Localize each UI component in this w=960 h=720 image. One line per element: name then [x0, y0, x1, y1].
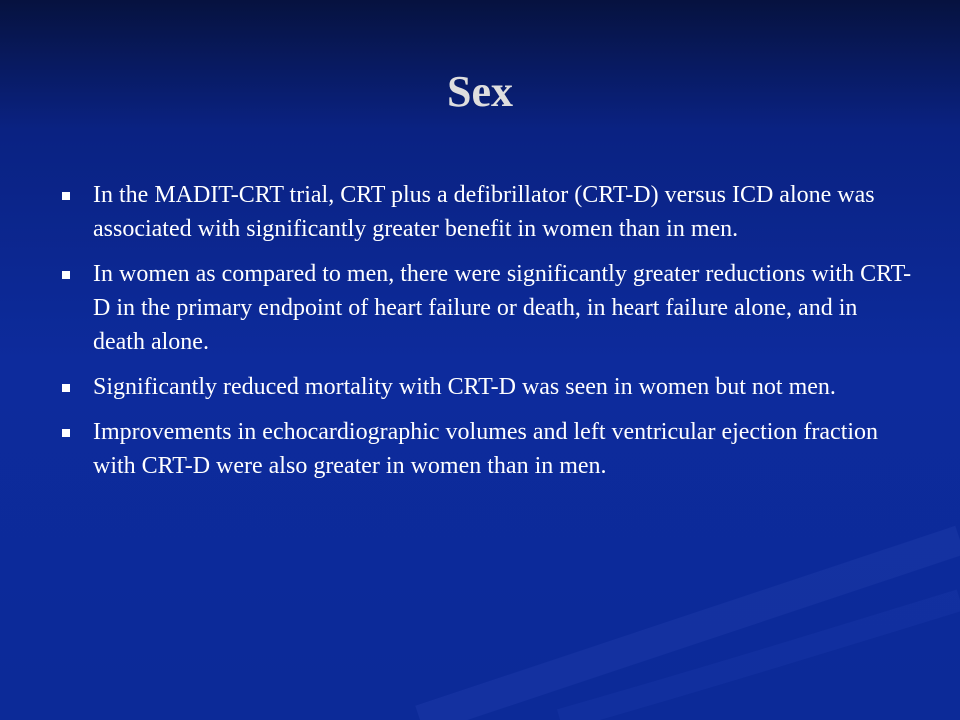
bullet-text: In women as compared to men, there were significantly greater reductions with CRT-D in the primary endpoint of heart failure or death, in heart failure alone, and in death alone.	[93, 261, 912, 355]
slide-title: Sex	[447, 67, 513, 116]
square-bullet-icon	[62, 271, 70, 279]
bullet-item	[62, 370, 914, 404]
square-bullet-icon	[62, 429, 70, 437]
bullet-item	[62, 257, 914, 359]
bullet-text: Significantly reduced mortality with CRT-D was seen in women but not men.	[93, 374, 836, 400]
bullet-text: In the MADIT-CRT trial, CRT plus a defibrillator (CRT-D) versus ICD alone was associated with significantly greater benefit in women than in men.	[93, 182, 875, 242]
bullet-text: Improvements in echocardiographic volumes and left ventricular ejection fraction with CRT-D were also greater in women than in men.	[93, 419, 879, 479]
square-bullet-icon	[62, 192, 70, 200]
square-bullet-icon	[62, 384, 70, 392]
bullet-item	[62, 178, 914, 246]
bullet-item	[62, 415, 914, 483]
bullet-list	[62, 178, 914, 494]
